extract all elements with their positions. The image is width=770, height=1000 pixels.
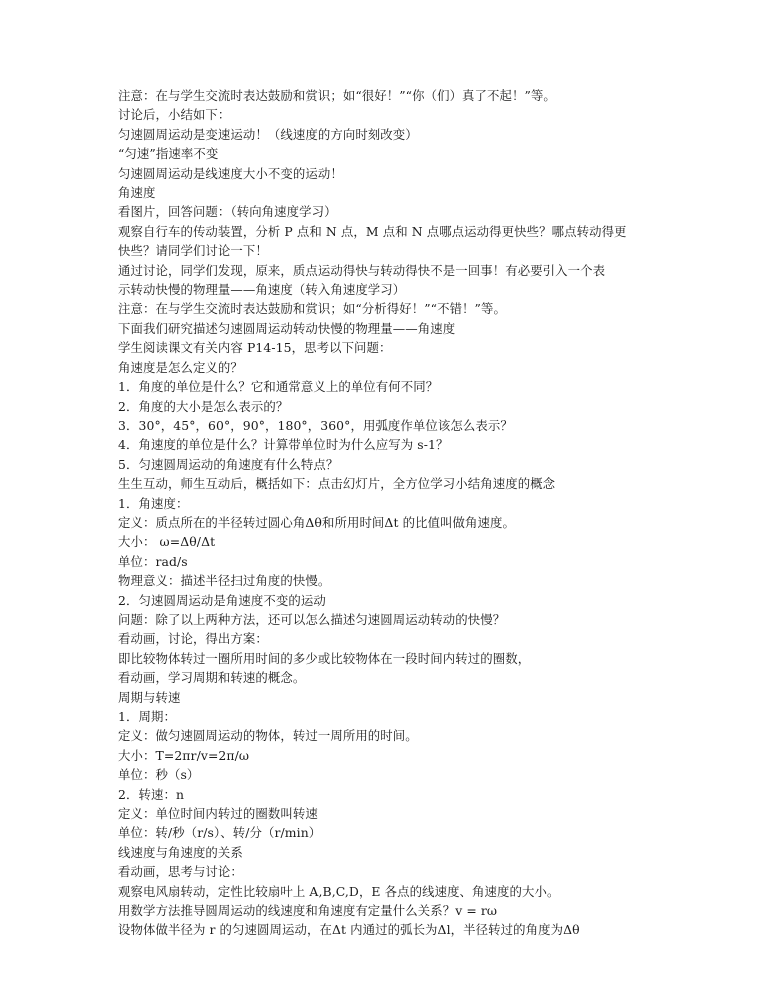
text-line: 2．转速：n bbox=[118, 786, 185, 802]
text-line: 单位：rad/s bbox=[118, 553, 188, 569]
text-line: 角速度 bbox=[118, 185, 156, 201]
text-line: 用数学方法推导圆周运动的线速度和角速度有定量什么关系？v = rω bbox=[118, 903, 498, 919]
text-line: 大小：T=2πr/v=2π/ω bbox=[118, 747, 250, 763]
text-line: 设物体做半径为 r 的匀速圆周运动，在Δt 内通过的弧长为Δl，半径转过的角度为Δθ bbox=[118, 922, 580, 938]
text-line: 示转动快慢的物理量——角速度（转入角速度学习） bbox=[118, 282, 406, 298]
text-line: 观察电风扇转动，定性比较扇叶上 A,B,C,D，E 各点的线速度、角速度的大小。 bbox=[118, 883, 560, 899]
text-line: 1．周期： bbox=[118, 709, 176, 724]
text-line: 匀速圆周运动是线速度大小不变的运动！ bbox=[118, 165, 343, 181]
text-line: 看动画，学习周期和转速的概念。 bbox=[118, 670, 306, 686]
text-line: 周期与转速 bbox=[118, 689, 181, 705]
text-line: 4．角速度的单位是什么？计算带单位时为什么应写为 s-1？ bbox=[118, 437, 449, 453]
text-line: 3．30°，45°，60°，90°，180°，360°，用弧度作单位该怎么表示？ bbox=[118, 417, 513, 433]
text-line: 通过讨论，同学们发现，原来，质点运动得快与转动得快不是一回事！有必要引入一个表 bbox=[118, 262, 606, 278]
text-line: 快些？请同学们讨论一下！ bbox=[118, 243, 268, 259]
text-line: 注意：在与学生交流时表达鼓励和赏识；如“分析得好！”“不错！”等。 bbox=[118, 301, 506, 317]
text-line: 2．角度的大小是怎么表示的？ bbox=[118, 398, 289, 414]
text-line: 线速度与角速度的关系 bbox=[118, 844, 243, 860]
text-line: 定义：质点所在的半径转过圆心角Δθ和所用时间Δt 的比值叫做角速度。 bbox=[118, 514, 516, 530]
document-body bbox=[118, 86, 658, 940]
text-line: 1．角速度： bbox=[118, 495, 189, 511]
text-line: 看动画，讨论，得出方案： bbox=[118, 631, 268, 647]
text-line: 单位：转/秒（r/s）、转/分（r/min） bbox=[118, 825, 322, 841]
text-line: 定义：单位时间内转过的圈数叫转速 bbox=[118, 806, 318, 822]
text-line: 物理意义：描述半径扫过角度的快慢。 bbox=[118, 573, 331, 589]
text-line: 大小： ω=Δθ/Δt bbox=[118, 534, 216, 550]
text-line: 问题：除了以上两种方法，还可以怎么描述匀速圆周运动转动的快慢？ bbox=[118, 611, 506, 627]
text-line: 注意：在与学生交流时表达鼓励和赏识；如“很好！”“你（们）真了不起！”等。 bbox=[118, 88, 556, 103]
text-line: 下面我们研究描述匀速圆周运动转动快慢的物理量——角速度 bbox=[118, 320, 456, 336]
text-line: “匀速”指速率不变 bbox=[118, 146, 219, 162]
text-line: 学生阅读课文有关内容 P14-15，思考以下问题： bbox=[118, 340, 392, 356]
text-line: 单位：秒（s） bbox=[118, 767, 200, 783]
text-line: 2．匀速圆周运动是角速度不变的运动 bbox=[118, 592, 326, 608]
text-line: 1．角度的单位是什么？它和通常意义上的单位有何不同？ bbox=[118, 379, 439, 395]
text-line: 角速度是怎么定义的？ bbox=[118, 359, 243, 375]
text-line: 观察自行车的传动装置，分析 P 点和 N 点，M 点和 N 点哪点运动得更快些？哪点转动得更 bbox=[118, 223, 627, 239]
text-line: 生生互动，师生互动后，概括如下：点击幻灯片，全方位学习小结角速度的概念 bbox=[118, 476, 556, 492]
text-line: 5．匀速圆周运动的角速度有什么特点？ bbox=[118, 456, 339, 472]
text-line: 讨论后，小结如下： bbox=[118, 107, 231, 123]
text-line: 看动画，思考与讨论： bbox=[118, 864, 243, 880]
text-line: 定义：做匀速圆周运动的物体，转过一周所用的时间。 bbox=[118, 728, 418, 744]
text-line: 匀速圆周运动是变速运动！（线速度的方向时刻改变） bbox=[118, 126, 418, 142]
text-line: 看图片，回答问题：（转向角速度学习） bbox=[118, 204, 337, 220]
text-line: 即比较物体转过一圈所用时间的多少或比较物体在一段时间内转过的圈数， bbox=[118, 650, 531, 666]
